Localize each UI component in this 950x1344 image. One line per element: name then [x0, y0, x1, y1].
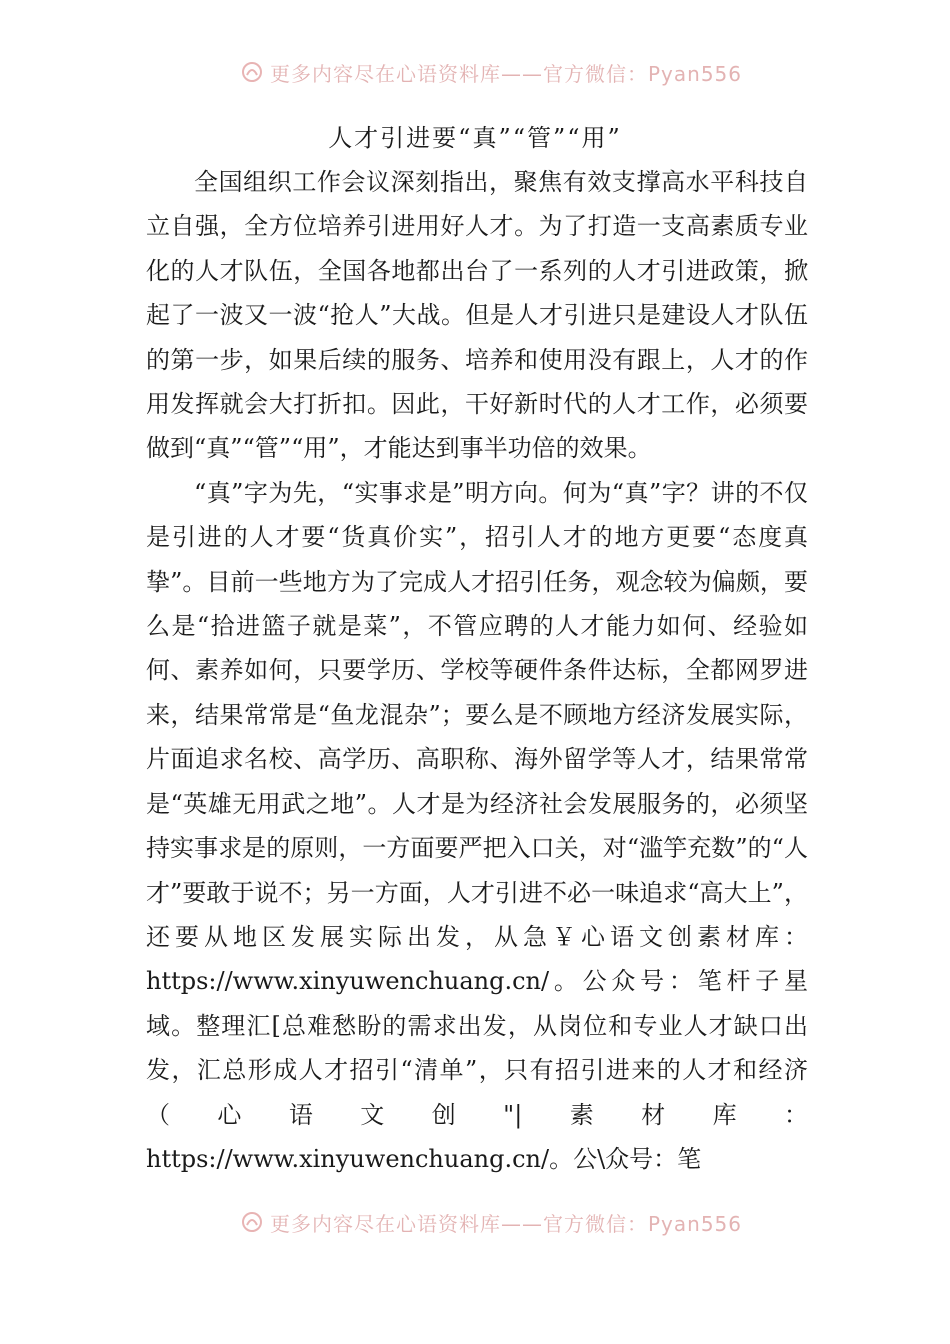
- watermark-header: [240, 58, 742, 86]
- watermark-logo-icon: [240, 60, 264, 84]
- paragraph-1: 全国组织工作会议深刻指出，聚焦有效支撑高水平科技自立自强，全方位培养引进用好人才。为了打造一支高素质专业化的人才队伍，全国各地都出台了一系列的人才引进政策，掀起了一波又一波“抢人”大战。但是人才引进只是建设人才队伍的第一步，如果后续的服务、培养和使用没有跟上，人才的作用发挥就会大打折扣。因此，干好新时代的人才工作，必须要做到“真”“管”“用”，才能达到事半功倍的效果。: [146, 168, 808, 463]
- watermark-footer: [240, 1208, 742, 1236]
- watermark-text: 更多内容尽在心语资料库——官方微信：Pyan556: [270, 61, 743, 86]
- paragraph-2: “真”字为先，“实事求是”明方向。何为“真”字？讲的不仅是引进的人才要“货真价实”，招引人才的地方更要“态度真挚”。目前一些地方为了完成人才招引任务，观念较为偏颇，要么是“拾进篮子就是菜”，不管应聘的人才能力如何、经验如何、素养如何，只要学历、学校等硬件条件达标，全都网罗进来，结果常常是“鱼龙混杂”；要么是不顾地方经济发展实际，片面追求名校、高学历、高职称、海外留学等人才，结果常常是“英雄无用武之地”。人才是为经济社会发展服务的，必须坚持实事求是的原则，一方面要严把入口关，对“滥竽充数”的“人才”要敢于说不；另一方面，人才引进不必一味追求“高大上”，还要从地区发展实际出发，从急￥心语文创素材库：https://www.xinyuwenchuang.cn/。公众号：笔杆子星域。整理汇[总难愁盼的需求出发，从岗位和专业人才缺口出发，汇总形成人才招引“清单”，只有招引进来的人才和经济（心语文创"|素材库：https://www.xinyuwenchuang.cn/。公\众号：笔: [146, 478, 808, 1173]
- watermark-logo-icon: [240, 1210, 264, 1234]
- document-body: [146, 160, 808, 1181]
- page-title: 人才引进要“真”“管”“用”: [328, 124, 622, 152]
- watermark-text: 更多内容尽在心语资料库——官方微信：Pyan556: [270, 1211, 743, 1236]
